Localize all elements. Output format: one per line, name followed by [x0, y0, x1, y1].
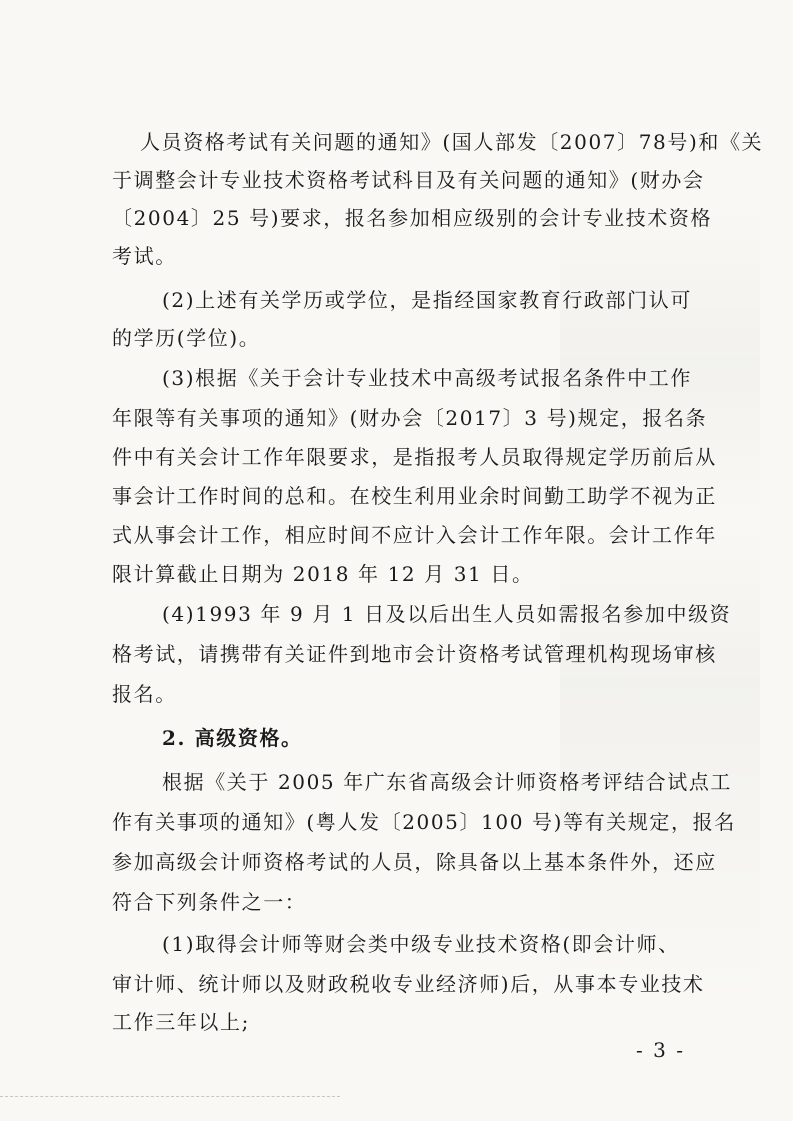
text-line-5: (2)上述有关学历或学位，是指经国家教育行政部门认可: [162, 288, 692, 312]
text-line-13: (4)1993 年 9 月 1 日及以后出生人员如需报名参加中级资: [162, 602, 732, 626]
text-line-19: 参加高级会计师资格考试的人员，除具备以上基本条件外，还应: [112, 850, 717, 874]
text-line-23: 工作三年以上;: [112, 1010, 250, 1034]
text-line-8: 年限等有关事项的通知》(财办会〔2017〕3 号)规定，报名条: [112, 406, 708, 430]
text-line-6: 的学历(学位)。: [112, 326, 261, 350]
text-line-4: 考试。: [112, 244, 177, 268]
text-line-2: 于调整会计专业技术资格考试科目及有关问题的通知》(财办会: [112, 168, 705, 192]
text-line-15: 报名。: [112, 682, 177, 706]
text-line-18: 作有关事项的通知》(粤人发〔2005〕100 号)等有关规定，报名: [112, 810, 736, 834]
text-line-1: 人员资格考试有关问题的通知》(国人部发〔2007〕78号)和《关: [140, 130, 764, 154]
text-line-9: 件中有关会计工作年限要求，是指报考人员取得规定学历前后从: [112, 445, 717, 469]
text-line-14: 格考试，请携带有关证件到地市会计资格考试管理机构现场审核: [112, 642, 717, 666]
footer-divider: [0, 1096, 340, 1097]
text-line-20: 符合下列条件之一：: [112, 890, 307, 914]
text-line-17: 根据《关于 2005 年广东省高级会计师资格考评结合试点工: [162, 770, 733, 794]
text-line-10: 事会计工作时间的总和。在校生利用业余时间勤工助学不视为正: [112, 484, 717, 508]
text-line-22: 审计师、统计师以及财政税收专业经济师)后，从事本专业技术: [112, 972, 705, 996]
page-number: - 3 -: [636, 1038, 685, 1062]
text-line-12: 限计算截止日期为 2018 年 12 月 31 日。: [112, 562, 534, 586]
text-line-21: (1)取得会计师等财会类中级专业技术资格(即会计师、: [162, 932, 680, 956]
section-heading: 2. 高级资格。: [162, 726, 303, 750]
text-line-3: 〔2004〕25 号)要求，报名参加相应级别的会计专业技术资格: [112, 206, 713, 230]
text-line-11: 式从事会计工作，相应时间不应计入会计工作年限。会计工作年: [112, 523, 717, 547]
text-line-7: (3)根据《关于会计专业技术中高级考试报名条件中工作: [162, 366, 692, 390]
